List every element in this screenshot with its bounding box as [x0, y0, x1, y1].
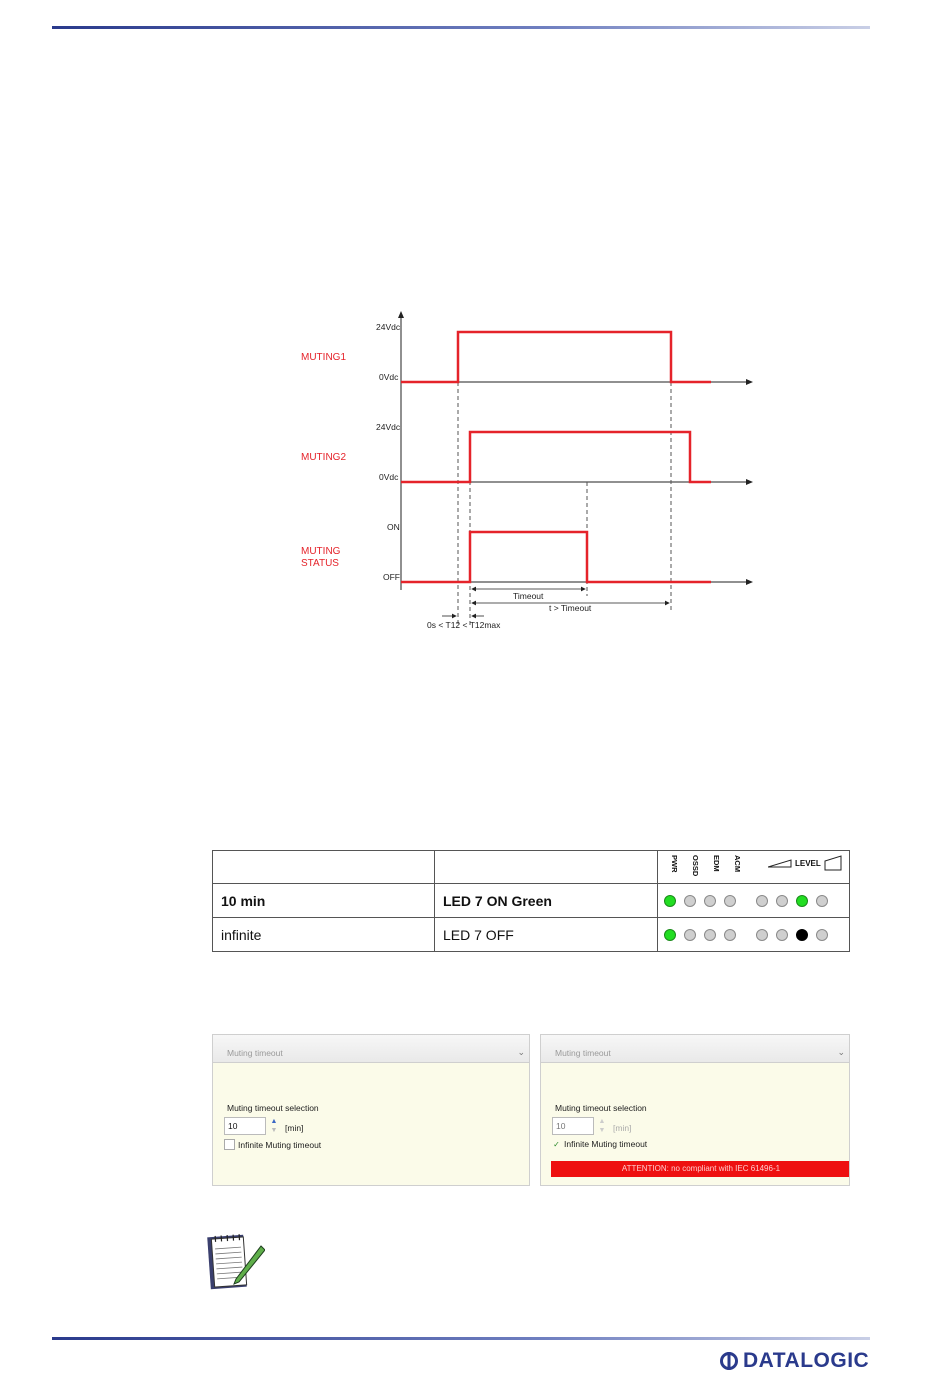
- led-dot-2: [684, 895, 696, 907]
- timeout-cell: infinite: [213, 918, 435, 952]
- level-0v-1: 0Vdc: [379, 372, 399, 382]
- level-24v-1: 24Vdc: [376, 322, 401, 332]
- panel-header[interactable]: [541, 1035, 849, 1063]
- table-row: [213, 884, 850, 918]
- led-status-table: [212, 850, 850, 952]
- table-row: [213, 918, 850, 952]
- led-dot-4: [724, 929, 736, 941]
- t-gt-timeout-label: t > Timeout: [549, 603, 592, 613]
- led-dot-8: [816, 895, 828, 907]
- header-col1: [213, 851, 435, 884]
- muting-timing-diagram: [290, 300, 770, 640]
- led-dot-5: [756, 895, 768, 907]
- panel-title: Muting timeout: [227, 1048, 283, 1058]
- checkbox-label: Infinite Muting timeout: [238, 1139, 322, 1150]
- signal-muting1: [401, 332, 711, 382]
- header-leds: [658, 851, 850, 884]
- led-dot-1: [664, 895, 676, 907]
- level-indicator: [768, 855, 842, 871]
- footer-rule: [52, 1337, 870, 1340]
- chevron-down-icon[interactable]: ⌄: [837, 1047, 845, 1057]
- signal-muting2: [401, 432, 711, 482]
- check-icon[interactable]: ✓: [553, 1139, 560, 1149]
- selection-label: Muting timeout selection: [555, 1103, 647, 1113]
- muting-timeout-panel-infinite: [540, 1034, 850, 1186]
- timeout-label: Timeout: [513, 591, 544, 601]
- led-label-pwr: PWR: [670, 855, 679, 873]
- chevron-down-icon[interactable]: ⌄: [517, 1047, 525, 1057]
- level-24v-2: 24Vdc: [376, 422, 401, 432]
- led-label-acm: ACM: [733, 855, 742, 873]
- level-label: LEVEL: [795, 858, 821, 868]
- led-dot-3: [704, 895, 716, 907]
- level-high-icon: [824, 855, 842, 871]
- spin-up-icon[interactable]: ▲: [598, 1118, 606, 1125]
- level-on: ON: [387, 522, 400, 532]
- led-indicators: [658, 918, 850, 952]
- checkbox-box[interactable]: [224, 1139, 235, 1150]
- timeout-cell: 10 min: [213, 884, 435, 918]
- led-dot-7: [796, 929, 808, 941]
- led-indicators: [658, 884, 850, 918]
- timeout-input[interactable]: 10: [552, 1117, 594, 1135]
- level-low-icon: [768, 858, 792, 868]
- compliance-warning: ATTENTION: no compliant with IEC 61496-1: [551, 1161, 850, 1177]
- led-dot-4: [724, 895, 736, 907]
- timeout-spinner[interactable]: [596, 1117, 608, 1135]
- led-dot-2: [684, 929, 696, 941]
- table-header-row: [213, 851, 850, 884]
- led-dot-6: [776, 929, 788, 941]
- timeout-spinner[interactable]: [268, 1117, 280, 1135]
- led-dot-6: [776, 895, 788, 907]
- note-pad-icon: [205, 1230, 265, 1294]
- timeout-input[interactable]: 10: [224, 1117, 266, 1135]
- company-logo: [720, 1348, 869, 1374]
- led-label-ossd: OSSD: [691, 855, 700, 877]
- led-dot-1: [664, 929, 676, 941]
- led-label-edm: EDM: [712, 855, 721, 872]
- muting-timeout-panel-default: [212, 1034, 530, 1186]
- infinite-timeout-checkbox[interactable]: [224, 1139, 321, 1150]
- logo-mark-icon: [720, 1352, 738, 1370]
- led-cell: LED 7 ON Green: [435, 884, 658, 918]
- unit-label: [min]: [613, 1123, 632, 1133]
- spin-up-icon[interactable]: ▲: [270, 1118, 278, 1125]
- logo-text: DATALOGIC: [743, 1349, 870, 1372]
- label-muting2: MUTING2: [301, 452, 346, 463]
- t12-label: 0s < T12 < T12max: [427, 620, 501, 630]
- level-off: OFF: [383, 572, 400, 582]
- led-dot-3: [704, 929, 716, 941]
- signal-muting-status: [401, 532, 711, 582]
- label-muting-status-1: MUTING: [301, 546, 341, 557]
- level-0v-2: 0Vdc: [379, 472, 399, 482]
- selection-label: Muting timeout selection: [227, 1103, 319, 1113]
- led-dot-7: [796, 895, 808, 907]
- label-muting1: MUTING1: [301, 352, 346, 363]
- panel-title: Muting timeout: [555, 1048, 611, 1058]
- header-rule: [52, 26, 870, 29]
- led-cell: LED 7 OFF: [435, 918, 658, 952]
- header-col2: [435, 851, 658, 884]
- spin-down-icon[interactable]: ▼: [598, 1127, 606, 1134]
- unit-label: [min]: [285, 1123, 304, 1133]
- led-dot-8: [816, 929, 828, 941]
- spin-down-icon[interactable]: ▼: [270, 1127, 278, 1134]
- label-muting-status-2: STATUS: [301, 558, 339, 569]
- led-dot-5: [756, 929, 768, 941]
- panel-header[interactable]: [213, 1035, 529, 1063]
- infinite-timeout-checkbox[interactable]: [552, 1139, 647, 1149]
- checkbox-label: Infinite Muting timeout: [564, 1139, 648, 1149]
